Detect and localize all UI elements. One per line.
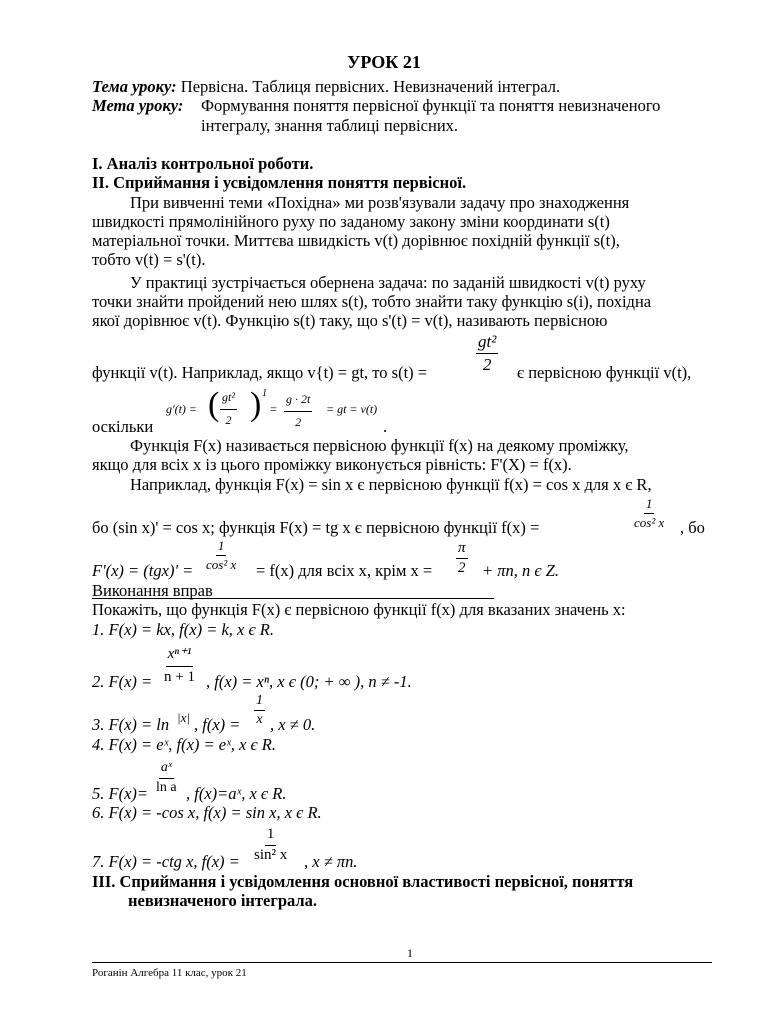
exercise-3-mid: , f(x) = — [194, 715, 241, 734]
derivative-period: . — [383, 417, 388, 436]
exercises-underline — [92, 598, 494, 599]
exercise-2-fraction — [164, 645, 195, 687]
fraction-denominator: x — [256, 712, 263, 727]
fraction-numerator: gt² — [476, 332, 498, 354]
exercise-3-fraction — [254, 693, 265, 727]
oskilky-word: оскільки — [92, 417, 154, 436]
fraction-pi-over-2 — [456, 540, 468, 576]
derivative-formula — [166, 386, 396, 430]
section-3-line-1: III. Сприймання і усвідомлення основної властивості первісної, поняття — [92, 872, 634, 891]
exercise-2-left: 2. F(x) = — [92, 672, 153, 691]
paragraph-1 — [92, 193, 712, 269]
p1-line-3: матеріальної точки. Миттєва швидкість v(t) дорівнює похідній функції s(t), — [92, 231, 620, 250]
p1-line-1: При вивченні теми «Похідна» ми розв'язували задачу про знаходження — [130, 193, 630, 212]
exercise-7-fraction — [254, 826, 287, 864]
topic-text: Первісна. Таблиця первісних. Невизначений інтеграл. — [176, 77, 561, 96]
derivative-rhs: = gt = v(t) — [326, 402, 378, 416]
exercise-3-right: , x ≠ 0. — [270, 715, 316, 734]
fraction-numerator: g · 2t — [284, 390, 312, 412]
exercise-6: 6. F(x) = -cos x, f(x) = sin x, x є R. — [92, 803, 322, 822]
fraction-numerator: gt² — [220, 388, 237, 410]
exercise-2-right: , f(x) = xⁿ, x є (0; + ∞ ), n ≠ -1. — [206, 672, 412, 691]
topic-label: Тема уроку: — [92, 77, 177, 96]
fraction-denominator: ln a — [156, 780, 177, 795]
goal-label: Мета уроку: — [92, 96, 184, 115]
section-3-heading — [92, 872, 712, 910]
section-2-heading: II. Сприймання і усвідомлення поняття первісної. — [92, 173, 467, 192]
footer-rule — [92, 962, 712, 963]
goal-text-1: Формування поняття первісної функції та поняття невизначеного — [201, 96, 661, 115]
derivative-fraction-1 — [220, 388, 237, 430]
p4-line-2-left: бо (sin x)' = cos x; функція F(x) = tg x є первісною функції f(x) = — [92, 518, 540, 537]
topic-line — [92, 77, 717, 96]
p3-line-1: Функція F(x) називається первісною функції f(x) на деякому проміжку, — [130, 436, 629, 455]
section-3-line-2: невизначеного інтеграла. — [128, 891, 318, 910]
paragraph-2 — [92, 273, 712, 330]
fraction-denominator: 2 — [482, 355, 492, 374]
p3-line-2: якщо для всіх x із цього проміжку виконується рівність: F'(X) = f(x). — [92, 455, 572, 474]
exercise-3-left: 3. F(x) = ln — [92, 715, 170, 734]
fraction-denominator: sin² x — [254, 847, 288, 863]
fraction-denominator: cos² x — [634, 515, 665, 530]
exercises-intro: Покажіть, що функція F(x) є первісною функції f(x) для вказаних значень x: — [92, 600, 626, 619]
page-number: 1 — [407, 946, 413, 960]
exercise-3-abs: |x| — [177, 710, 190, 725]
paragraph-3 — [92, 436, 712, 474]
left-paren: ( — [208, 386, 220, 423]
fraction-denominator: 2 — [458, 560, 466, 576]
p1-line-4: тобто v(t) = s'(t). — [92, 250, 206, 269]
fraction-numerator: 1 — [644, 496, 655, 514]
p4-line-3-mid: = f(x) для всіх x, крім x = — [256, 561, 433, 580]
exercise-5-right: , f(x)=aˣ, x є R. — [186, 784, 287, 803]
p2-line-4-right: є первісною функції v(t), — [517, 363, 692, 382]
exercises-title: Виконання вправ — [92, 581, 213, 600]
derivative-exponent: 1 — [262, 388, 267, 399]
fraction-denominator: cos² x — [206, 557, 237, 572]
fraction-denominator: n + 1 — [164, 669, 195, 685]
exercise-5-fraction — [156, 760, 177, 796]
fraction-denominator: 2 — [295, 415, 302, 429]
exercise-4: 4. F(x) = eˣ, f(x) = eˣ, x є R. — [92, 735, 276, 754]
right-paren: ) — [250, 386, 262, 423]
p4-line-3-right: + πn, n є Z. — [482, 561, 560, 580]
section-1-heading: I. Аналіз контрольної роботи. — [92, 154, 314, 173]
p4-line-1: Наприклад, функція F(x) = sin x є первісною функції f(x) = cos x для x є R, — [130, 475, 652, 494]
p4-line-2-right: , бо — [680, 518, 705, 537]
lesson-title: УРОК 21 — [347, 52, 421, 72]
p2-line-2: точки знайти пройдений нею шлях s(t), тобто знайти таку функцію s(і), похідна — [92, 292, 652, 311]
fraction-1-over-cos2x-2 — [206, 538, 236, 572]
p1-line-2: швидкості прямолінійного руху по заданому закону зміни координати s(t) — [92, 212, 610, 231]
fraction-numerator: 1 — [216, 538, 227, 556]
fraction-numerator: aˣ — [159, 760, 174, 779]
exercise-1: 1. F(x) = kx, f(x) = k, x є R. — [92, 620, 274, 639]
exercise-5-left: 5. F(x)= — [92, 784, 149, 803]
derivative-lhs: g'(t) = — [166, 402, 197, 416]
footer-text: Роганін Алгебра 11 клас, урок 21 — [92, 967, 247, 979]
p2-line-3: якої дорівнює v(t). Функцію s(t) таку, що s'(t) = v(t), називають первісною — [92, 311, 608, 330]
fraction-numerator: xⁿ⁺¹ — [166, 645, 194, 667]
fraction-numerator: 1 — [265, 826, 277, 846]
p2-line-4-left: функції v(t). Наприклад, якщо v{t) = gt, то s(t) = — [92, 363, 428, 382]
fraction-1-over-cos2x — [634, 496, 664, 530]
derivative-fraction-2 — [284, 390, 312, 432]
derivative-equals: = — [270, 402, 277, 416]
exercise-7-left: 7. F(x) = -ctg x, f(x) = — [92, 852, 240, 871]
p4-line-3-left: F'(x) = (tgx)' = — [92, 561, 194, 580]
fraction-gt2-over-2 — [476, 332, 498, 374]
fraction-numerator: 1 — [254, 693, 265, 711]
p2-line-1: У практиці зустрічається обернена задача: по заданій швидкості v(t) руху — [130, 273, 646, 292]
goal-text-2: інтегралу, знання таблиці первісних. — [201, 116, 459, 135]
fraction-denominator: 2 — [225, 413, 232, 427]
exercise-7-right: , x ≠ πn. — [304, 852, 358, 871]
fraction-numerator: π — [456, 540, 468, 559]
